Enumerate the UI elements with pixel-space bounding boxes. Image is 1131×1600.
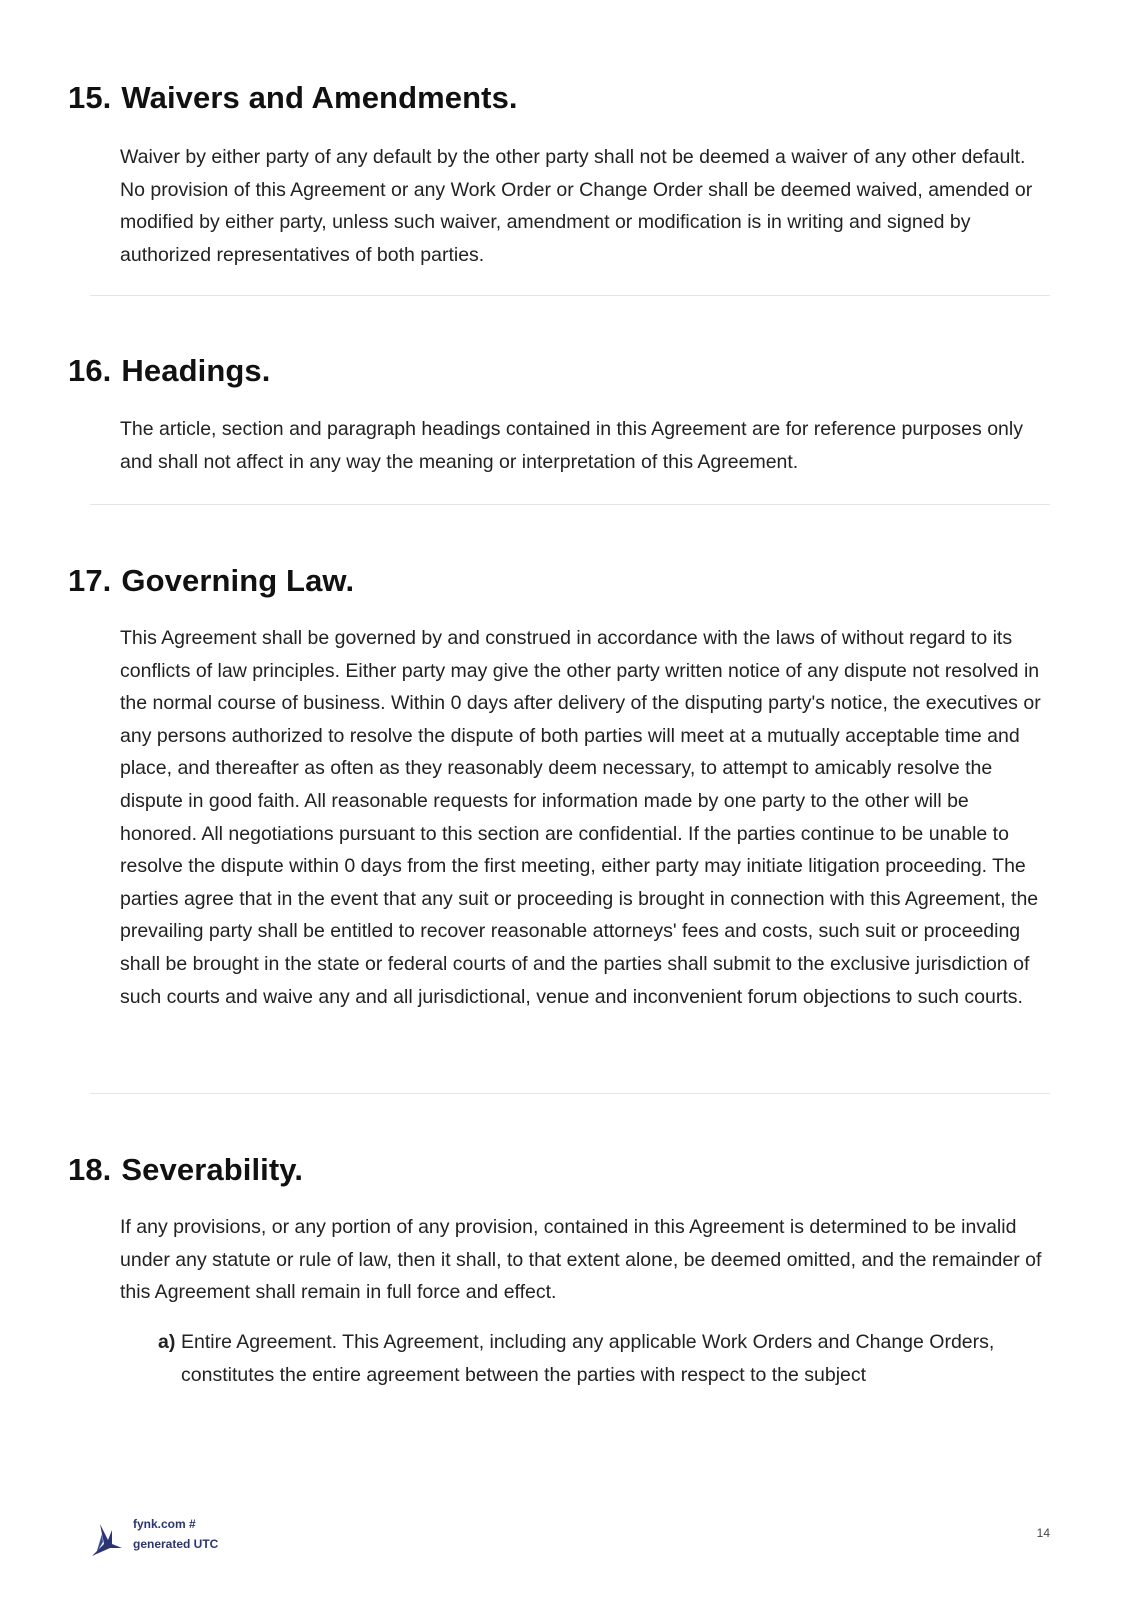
section-16-heading (68, 353, 270, 389)
section-17-heading (68, 563, 354, 599)
footer-generated: generated UTC (133, 1537, 219, 1551)
section-number: 15. (68, 80, 112, 115)
list-item (158, 1326, 1038, 1391)
section-16-body: The article, section and paragraph headings contained in this Agreement are for reference purposes only and shall not affect in any way the meaning or interpretation of this Agreement. (120, 418, 1023, 473)
list-item-text: Entire Agreement. This Agreement, including any applicable Work Orders and Change Orders, constitutes the entire agreement between the parties with respect to the subject (181, 1331, 995, 1386)
section-divider (90, 504, 1050, 505)
section-title: Severability. (121, 1152, 304, 1187)
list-marker: a) (158, 1331, 176, 1353)
section-title: Governing Law. (121, 563, 355, 598)
section-18-body: If any provisions, or any portion of any provision, contained in this Agreement is determined to be invalid under any statute or rule of law, then it shall, to that extent alone, be deemed omitted, and the remainder of this Agreement shall remain in full force and effect. (120, 1216, 1042, 1304)
section-divider (90, 295, 1050, 296)
page-footer (90, 1510, 1050, 1560)
section-title: Headings. (121, 353, 271, 388)
footer-site-link: fynk.com # (133, 1517, 196, 1531)
section-number: 18. (68, 1152, 112, 1187)
section-title: Waivers and Amendments. (121, 80, 518, 115)
section-divider (90, 1093, 1050, 1094)
section-17-body: This Agreement shall be governed by and construed in accordance with the laws of without regard to its conflicts of law principles. Either party may give the other party written notice of any dispute not resolved in the normal course of business. Within 0 days after delivery of the disputing party's notice, the executives or any persons authorized to resolve the dispute of both parties will meet at a mutually acceptable time and place, and thereafter as often as they reasonably deem necessary, to attempt to amicably resolve the dispute in good faith. All reasonable requests for information made by one party to the other will be honored. All negotiations pursuant to this section are confidential. If the parties continue to be unable to resolve the dispute within 0 days from the first meeting, either party may initiate litigation proceeding. The parties agree that in the event that any suit or proceeding is brought in connection with this Agreement, the prevailing party shall be entitled to recover reasonable attorneys' fees and costs, such suit or proceeding shall be brought in the state or federal courts of and the parties shall submit to the exclusive jurisdiction of such courts and waive any and all jurisdictional, venue and inconvenient forum objections to such courts. (120, 627, 1041, 1008)
section-number: 16. (68, 353, 112, 388)
section-15-body: Waiver by either party of any default by the other party shall not be deemed a waiver of any other default. No provision of this Agreement or any Work Order or Change Order shall be deemed waived, amended or modified by either party, unless such waiver, amendment or modification is in writing and signed by authorized representatives of both parties. (120, 146, 1033, 266)
section-15-heading (68, 80, 518, 116)
footer-text (133, 1514, 218, 1554)
section-number: 17. (68, 563, 112, 598)
page-number: 14 (1036, 1526, 1050, 1540)
section-18-heading (68, 1152, 303, 1188)
fynk-bird-logo-icon (90, 1518, 124, 1558)
